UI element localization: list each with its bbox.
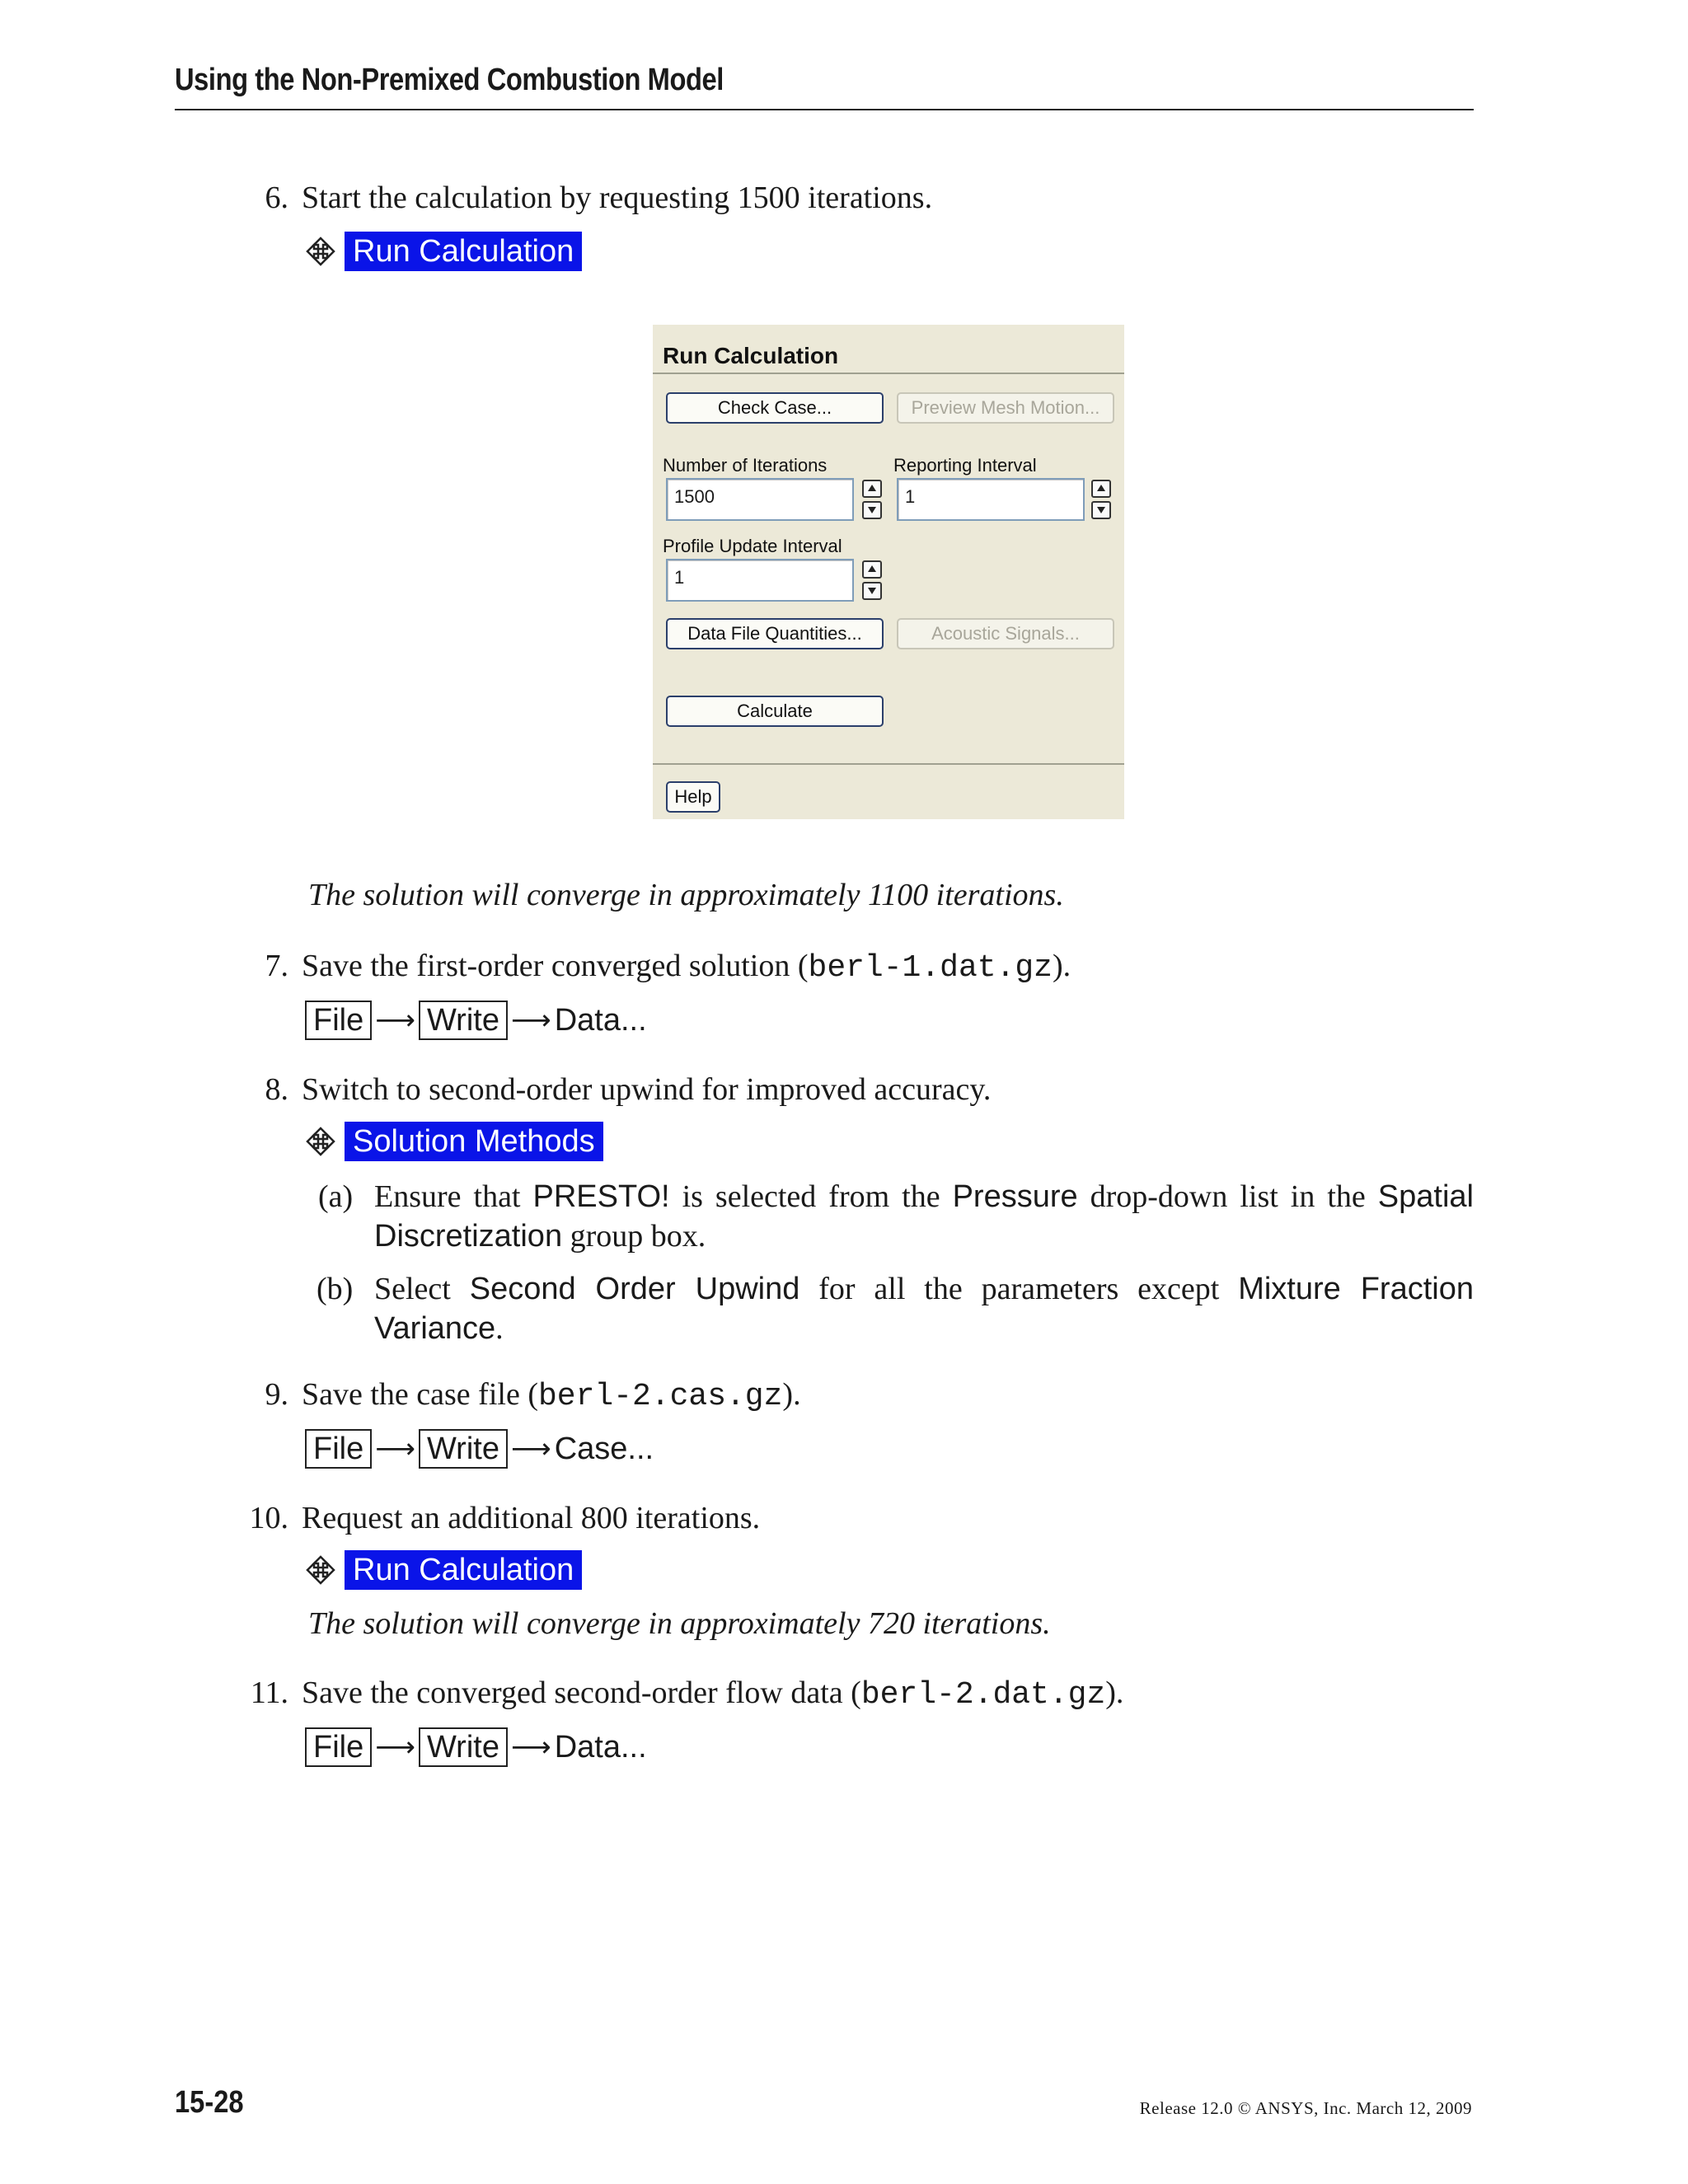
substep-label: (b) [316, 1272, 354, 1306]
step-6 [0, 178, 1688, 218]
dialog-title: Run Calculation [663, 343, 839, 368]
step-10 [0, 1498, 1688, 1538]
step-number: 10. [249, 1501, 288, 1535]
arrow-icon: ⟶ [510, 1005, 551, 1036]
nav-pill-solution-methods[interactable]: Solution Methods [345, 1122, 603, 1161]
substep-8b [0, 1269, 1688, 1352]
profile-update-input[interactable]: 1 [666, 559, 854, 602]
menu-data[interactable]: Data... [554, 1729, 647, 1765]
step-number: 11. [250, 1675, 288, 1710]
convergence-note-2: The solution will converge in approximately 720 iterations. [308, 1606, 1051, 1641]
menu-file[interactable]: File [305, 1001, 372, 1040]
num-iterations-input[interactable]: 1500 [666, 478, 854, 521]
step-text [302, 946, 1071, 988]
step-number: 7. [265, 949, 288, 983]
menu-file[interactable]: File [305, 1727, 372, 1767]
substep-text [374, 1177, 1474, 1256]
check-case-button[interactable]: Check Case... [666, 392, 884, 424]
arrow-icon: ⟶ [375, 1433, 415, 1465]
text-part: for all the parameters except [799, 1272, 1239, 1306]
reporting-interval-input[interactable]: 1 [897, 478, 1085, 521]
keyword: Second Order Upwind [469, 1272, 800, 1306]
menu-write[interactable]: Write [419, 1727, 508, 1767]
step-text: Start the calculation by requesting 1500 iterations. [302, 180, 933, 215]
substep-label: (a) [318, 1179, 354, 1214]
navigation-pane-icon [305, 1126, 336, 1157]
menu-data[interactable]: Data... [554, 1002, 647, 1038]
menu-case[interactable]: Case... [554, 1431, 654, 1466]
header-rule [175, 109, 1474, 110]
num-iterations-label: Number of Iterations [663, 455, 828, 476]
preview-mesh-motion-button[interactable]: Preview Mesh Motion... [897, 392, 1114, 424]
step-text: Switch to second-order upwind for improved accuracy. [302, 1072, 992, 1107]
arrow-icon: ⟶ [375, 1005, 415, 1036]
navigation-pane-icon [305, 1554, 336, 1586]
text-part: group box. [562, 1219, 706, 1254]
step-text-part: Save the converged second-order flow data ( [302, 1675, 861, 1710]
filename: berl-2.cas.gz [537, 1379, 783, 1414]
step-text-part: ). [1105, 1675, 1124, 1710]
step-number: 9. [265, 1377, 288, 1412]
substep-8a [0, 1177, 1688, 1259]
profile-update-spinner[interactable] [862, 560, 882, 600]
menu-path-file-write-case [305, 1429, 654, 1469]
step-number: 6. [265, 180, 288, 215]
arrow-icon: ⟶ [510, 1732, 551, 1763]
step-number: 8. [265, 1072, 288, 1107]
nav-pill-run-calculation[interactable]: Run Calculation [345, 1550, 582, 1590]
step-text [302, 1673, 1123, 1715]
spin-down-icon[interactable] [1091, 501, 1111, 519]
spin-up-icon[interactable] [862, 560, 882, 579]
menu-write[interactable]: Write [419, 1001, 508, 1040]
dialog-bottom-rule [653, 763, 1124, 765]
step-9 [0, 1375, 1688, 1414]
navigation-pane-icon [305, 236, 336, 267]
data-file-quantities-button[interactable]: Data File Quantities... [666, 618, 884, 649]
substep-text [374, 1269, 1474, 1348]
nav-run-calculation-1[interactable] [305, 231, 582, 272]
keyword: Pressure [952, 1179, 1078, 1214]
spin-up-icon[interactable] [1091, 480, 1111, 498]
num-iterations-spinner[interactable] [862, 480, 882, 519]
step-8 [0, 1070, 1688, 1109]
text-part: Select [374, 1272, 470, 1306]
step-text-part: ). [1052, 949, 1071, 983]
text-part: drop-down list in the [1077, 1179, 1378, 1214]
run-calculation-dialog [653, 325, 1124, 819]
convergence-note-1: The solution will converge in approximately 1100 iterations. [308, 878, 1064, 912]
keyword: Spatial Discretization [374, 1179, 1474, 1254]
reporting-interval-spinner[interactable] [1091, 480, 1111, 519]
spin-down-icon[interactable] [862, 582, 882, 600]
menu-file[interactable]: File [305, 1429, 372, 1469]
menu-path-file-write-data-2 [305, 1727, 647, 1767]
nav-run-calculation-2[interactable] [305, 1549, 582, 1591]
step-text-part: ). [782, 1377, 801, 1412]
page-number: 15-28 [175, 2085, 244, 2120]
help-button[interactable]: Help [666, 781, 720, 813]
filename: berl-1.dat.gz [808, 950, 1053, 986]
footer-release: Release 12.0 © ANSYS, Inc. March 12, 2009 [1139, 2098, 1472, 2118]
text-part: is selected from the [669, 1179, 953, 1214]
dialog-title-rule [653, 373, 1124, 374]
running-header: Using the Non-Premixed Combustion Model [175, 63, 724, 97]
text-part: Ensure that [374, 1179, 533, 1214]
step-text-part: Save the case file ( [302, 1377, 538, 1412]
step-11 [0, 1673, 1688, 1713]
acoustic-signals-button[interactable]: Acoustic Signals... [897, 618, 1114, 649]
keyword: PRESTO! [532, 1179, 670, 1214]
spin-up-icon[interactable] [862, 480, 882, 498]
nav-solution-methods[interactable] [305, 1121, 603, 1162]
menu-path-file-write-data-1 [305, 1001, 647, 1040]
step-text: Request an additional 800 iterations. [302, 1501, 761, 1535]
arrow-icon: ⟶ [510, 1433, 551, 1465]
reporting-interval-label: Reporting Interval [893, 455, 1037, 476]
spin-down-icon[interactable] [862, 501, 882, 519]
filename: berl-2.dat.gz [860, 1677, 1106, 1713]
nav-pill-run-calculation[interactable]: Run Calculation [345, 232, 582, 271]
menu-write[interactable]: Write [419, 1429, 508, 1469]
text-part: . [495, 1311, 504, 1346]
profile-update-label: Profile Update Interval [663, 536, 842, 556]
step-7 [0, 946, 1688, 986]
calculate-button[interactable]: Calculate [666, 696, 884, 727]
keyword: Mixture Fraction Variance [374, 1272, 1474, 1346]
step-text-part: Save the first-order converged solution ( [302, 949, 809, 983]
arrow-icon: ⟶ [375, 1732, 415, 1763]
step-text [302, 1375, 801, 1417]
